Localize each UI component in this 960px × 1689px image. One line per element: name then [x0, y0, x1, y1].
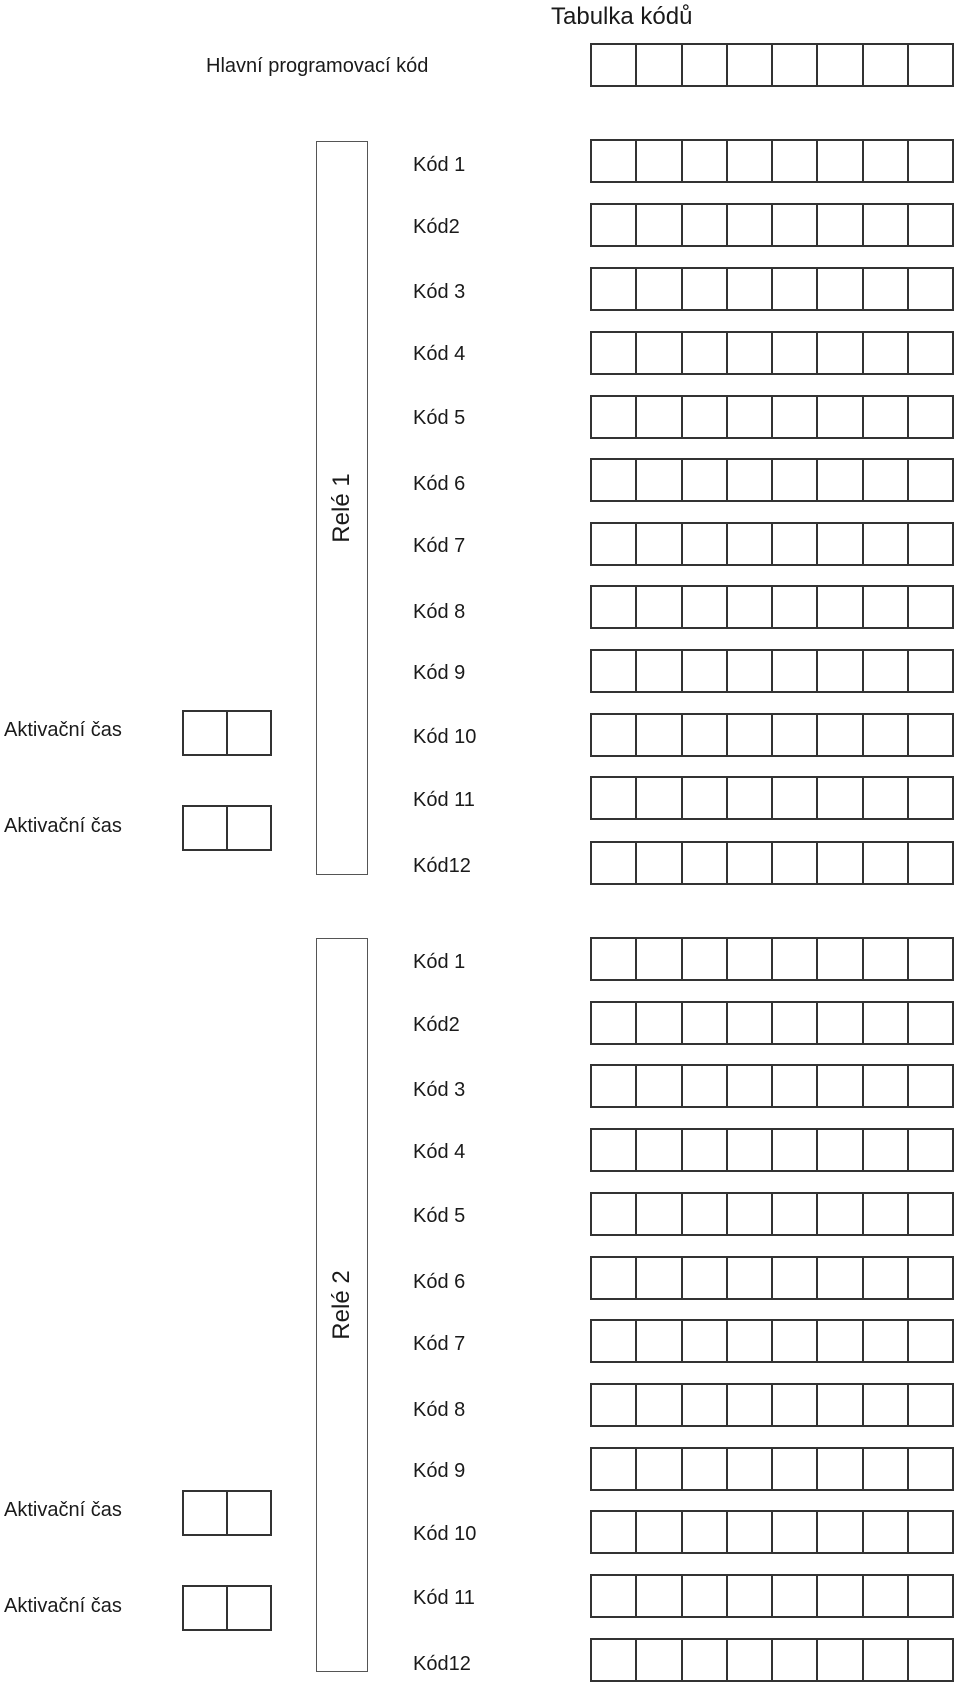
relay-2-label: Relé 2 [328, 1270, 355, 1340]
relay-1-code-input[interactable] [590, 841, 954, 885]
relay-2-code-input[interactable] [590, 937, 954, 981]
relay-2-code-input[interactable] [590, 1192, 954, 1236]
relay-1-code-input[interactable] [590, 458, 954, 502]
relay-2-code-label: Kód 8 [413, 1399, 466, 1421]
relay-1-code-input[interactable] [590, 585, 954, 629]
relay-2-activation-time-label: Aktivační čas [4, 1595, 122, 1617]
relay-1-activation-time-input[interactable] [182, 805, 272, 851]
relay-1-code-input[interactable] [590, 139, 954, 183]
relay-1-code-label: Kód 11 [413, 789, 475, 811]
relay-1-label: Relé 1 [328, 473, 355, 543]
relay-1-code-label: Kód 7 [413, 535, 466, 557]
relay-2-code-label: Kód12 [413, 1653, 471, 1675]
relay-1-code-input[interactable] [590, 776, 954, 820]
relay-2-code-label: Kód 3 [413, 1079, 466, 1101]
relay-1-code-input[interactable] [590, 649, 954, 693]
relay-2-code-input[interactable] [590, 1574, 954, 1618]
relay-1-code-label: Kód 6 [413, 473, 466, 495]
relay-1-code-label: Kód 5 [413, 407, 466, 429]
table-title: Tabulka kódů [551, 3, 693, 30]
relay-2-bar [316, 938, 368, 1672]
relay-1-code-label: Kód 4 [413, 343, 466, 365]
relay-1-code-input[interactable] [590, 395, 954, 439]
relay-2-code-input[interactable] [590, 1383, 954, 1427]
relay-2-code-label: Kód 7 [413, 1333, 466, 1355]
relay-1-code-label: Kód12 [413, 855, 471, 877]
relay-2-code-label: Kód 5 [413, 1205, 466, 1227]
relay-2-code-label: Kód2 [413, 1014, 460, 1036]
relay-1-code-label: Kód 9 [413, 662, 466, 684]
relay-2-code-label: Kód 10 [413, 1523, 477, 1545]
relay-2-code-label: Kód 6 [413, 1271, 466, 1293]
relay-1-code-label: Kód2 [413, 216, 460, 238]
main-code-label: Hlavní programovací kód [206, 55, 429, 77]
relay-1-activation-time-input[interactable] [182, 710, 272, 756]
relay-2-code-input[interactable] [590, 1319, 954, 1363]
relay-2-code-input[interactable] [590, 1510, 954, 1554]
relay-1-code-input[interactable] [590, 267, 954, 311]
relay-1-activation-time-label: Aktivační čas [4, 815, 122, 837]
relay-1-bar [316, 141, 368, 875]
relay-1-code-input[interactable] [590, 522, 954, 566]
relay-2-code-input[interactable] [590, 1447, 954, 1491]
relay-1-code-label: Kód 3 [413, 281, 466, 303]
relay-1-activation-time-label: Aktivační čas [4, 719, 122, 741]
relay-1-code-input[interactable] [590, 713, 954, 757]
relay-2-code-label: Kód 1 [413, 951, 466, 973]
relay-2-code-input[interactable] [590, 1128, 954, 1172]
relay-2-code-label: Kód 4 [413, 1141, 466, 1163]
relay-1-code-input[interactable] [590, 203, 954, 247]
relay-1-code-label: Kód 8 [413, 601, 466, 623]
relay-2-activation-time-label: Aktivační čas [4, 1499, 122, 1521]
relay-2-code-input[interactable] [590, 1638, 954, 1682]
relay-2-code-input[interactable] [590, 1001, 954, 1045]
relay-1-code-label: Kód 10 [413, 726, 477, 748]
relay-2-activation-time-input[interactable] [182, 1490, 272, 1536]
relay-1-code-label: Kód 1 [413, 154, 466, 176]
relay-2-code-label: Kód 9 [413, 1460, 466, 1482]
relay-2-code-input[interactable] [590, 1064, 954, 1108]
relay-2-activation-time-input[interactable] [182, 1585, 272, 1631]
relay-2-code-input[interactable] [590, 1256, 954, 1300]
relay-1-code-input[interactable] [590, 331, 954, 375]
main-code-input[interactable] [590, 43, 954, 87]
relay-2-code-label: Kód 11 [413, 1587, 475, 1609]
